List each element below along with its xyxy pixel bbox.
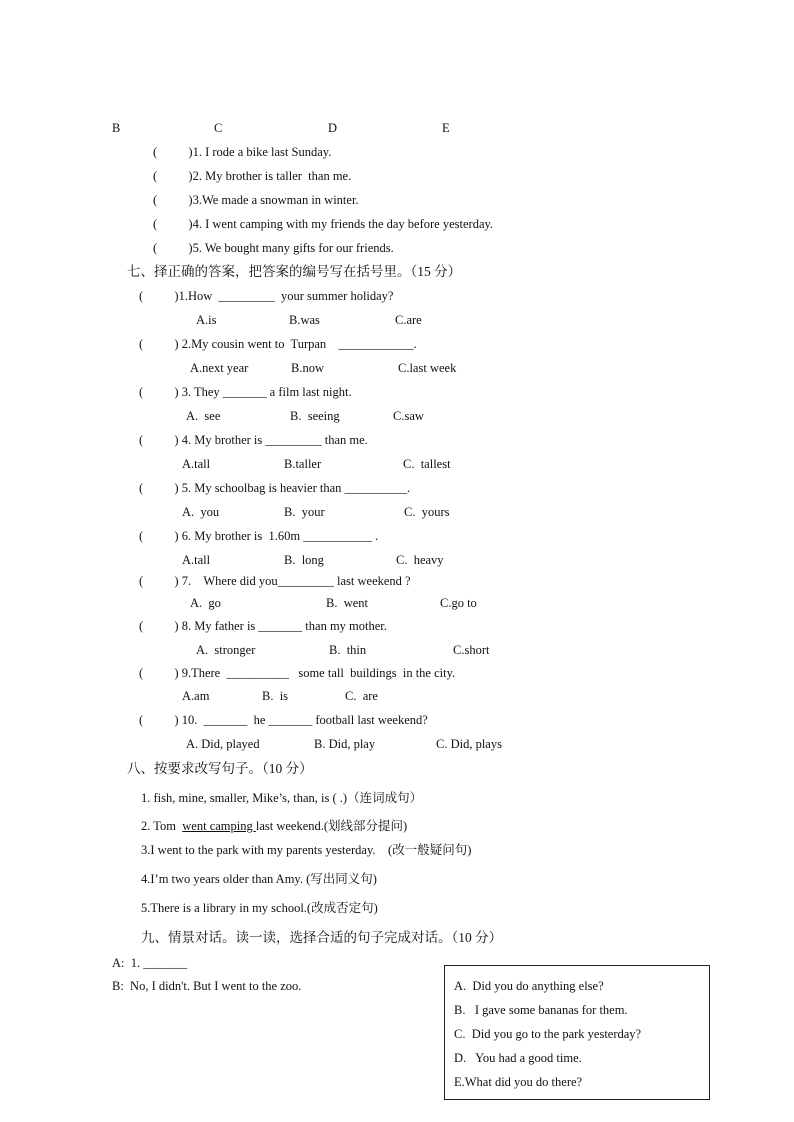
option-b: B. went xyxy=(326,596,369,610)
option-b: B. long xyxy=(284,553,324,567)
question-4: ( ) 4. My brother is _________ than me. xyxy=(139,433,368,447)
letter-c: C xyxy=(214,121,223,135)
option-a: A.tall xyxy=(182,457,211,471)
option-b: B. seeing xyxy=(290,409,340,423)
section6-item: ( )1. I rode a bike last Sunday. xyxy=(153,145,332,159)
option-b: B. your xyxy=(284,505,325,519)
letter-e: E xyxy=(442,121,450,135)
option-c: C.last week xyxy=(398,361,457,375)
section9-heading: 九、情景对话。读一读，选择合适的句子完成对话。（10 分） xyxy=(141,930,503,945)
option-a: A. stronger xyxy=(196,643,256,657)
dialogue-line-b: B: No, I didn't. But I went to the zoo. xyxy=(112,979,302,993)
section6-item: ( )4. I went camping with my friends the day before yesterday. xyxy=(153,217,494,231)
question-2: ( ) 2.My cousin went to Turpan ____________. xyxy=(139,337,417,351)
option-a: A.next year xyxy=(190,361,249,375)
rewrite-item-1: 1. fish, mine, smaller, Mike’s, than, is ( .)（连词成句） xyxy=(141,791,423,805)
option-c: C. tallest xyxy=(403,457,451,471)
option-a: A. you xyxy=(182,505,220,519)
option-c: C.are xyxy=(395,313,422,327)
choice-box xyxy=(444,965,710,1100)
question-8: ( ) 8. My father is _______ than my mother. xyxy=(139,619,387,633)
question-1: ( )1.How _________ your summer holiday? xyxy=(139,289,394,303)
option-b: B. is xyxy=(262,689,289,703)
option-c: C.short xyxy=(453,643,490,657)
option-b: B.taller xyxy=(284,457,322,471)
option-b: B. Did, play xyxy=(314,737,376,751)
option-a: A. see xyxy=(186,409,221,423)
question-7: ( ) 7. Where did you_________ last weekend ? xyxy=(139,574,411,588)
option-c: C.saw xyxy=(393,409,424,423)
option-c: C. yours xyxy=(404,505,450,519)
letter-b: B xyxy=(112,121,121,135)
option-a: A.tall xyxy=(182,553,211,567)
rewrite-item-3: 3.I went to the park with my parents yesterday. (改一般疑问句) xyxy=(141,843,472,857)
rewrite-item-4: 4.I’m two years older than Amy. (写出同义句) xyxy=(141,872,377,886)
dialogue-line-a: A: 1. _______ xyxy=(112,956,187,970)
option-a: A. Did, played xyxy=(186,737,260,751)
question-10: ( ) 10. _______ he _______ football last weekend? xyxy=(139,713,428,727)
choice-b: B. I gave some bananas for them. xyxy=(454,1003,628,1017)
section6-item: ( )5. We bought many gifts for our friends. xyxy=(153,241,394,255)
rewrite-item-5: 5.There is a library in my school.(改成否定句) xyxy=(141,901,378,915)
section8-heading: 八、按要求改写句子。（10 分） xyxy=(127,761,313,776)
option-c: C. are xyxy=(345,689,378,703)
option-a: A. go xyxy=(190,596,221,610)
rewrite-item-2: 2. Tom went camping last weekend.(划线部分提问) xyxy=(141,819,408,833)
choice-d: D. You had a good time. xyxy=(454,1051,582,1065)
question-3: ( ) 3. They _______ a film last night. xyxy=(139,385,352,399)
option-b: B. thin xyxy=(329,643,367,657)
question-6: ( ) 6. My brother is 1.60m ___________ . xyxy=(139,529,379,543)
option-a: A.is xyxy=(196,313,217,327)
choice-c: C. Did you go to the park yesterday? xyxy=(454,1027,642,1041)
question-9: ( ) 9.There __________ some tall buildings in the city. xyxy=(139,666,456,680)
option-b: B.now xyxy=(291,361,324,375)
option-b: B.was xyxy=(289,313,320,327)
section6-item: ( )2. My brother is taller than me. xyxy=(153,169,352,183)
option-a: A.am xyxy=(182,689,210,703)
choice-e: E.What did you do there? xyxy=(454,1075,583,1089)
letter-d: D xyxy=(328,121,338,135)
choice-a: A. Did you do anything else? xyxy=(454,979,604,993)
section6-item: ( )3.We made a snowman in winter. xyxy=(153,193,359,207)
option-c: C. heavy xyxy=(396,553,444,567)
option-c: C.go to xyxy=(440,596,477,610)
underlined-phrase: went camping xyxy=(182,819,256,833)
option-c: C. Did, plays xyxy=(436,737,502,751)
section7-heading: 七、择正确的答案，把答案的编号写在括号里。（15 分） xyxy=(127,264,462,279)
question-5: ( ) 5. My schoolbag is heavier than __________. xyxy=(139,481,411,495)
